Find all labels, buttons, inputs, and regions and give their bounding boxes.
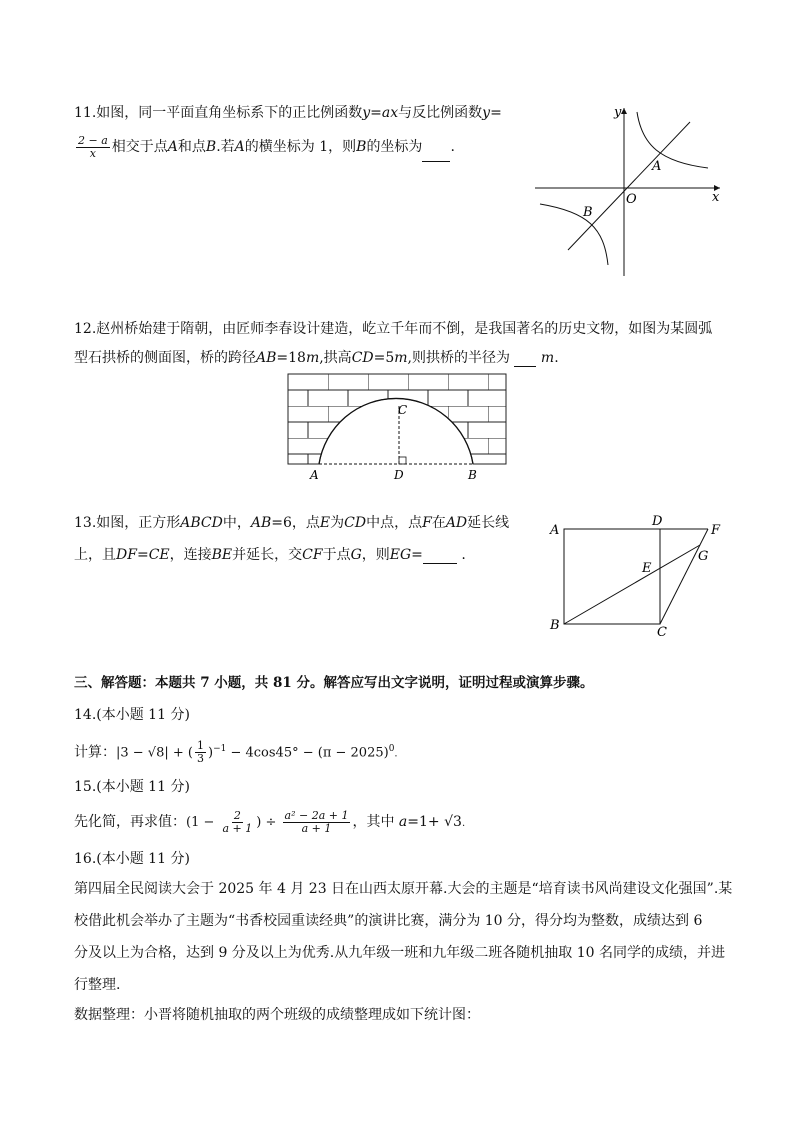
q14-frac-num: 1	[196, 739, 204, 753]
q11-text: 如图，同一平面直角坐标系下的正比例函数	[96, 105, 363, 121]
segment-cf	[660, 529, 708, 624]
q11-frac-num: 2 − a	[78, 133, 108, 147]
q15-header: 15.(本小题 11 分)	[74, 779, 190, 795]
q15-expr: ) ÷	[256, 815, 281, 830]
q13-text: 于点	[322, 547, 351, 563]
q11-frac-den: x	[89, 146, 96, 160]
q13-text: 中点，点	[366, 515, 423, 531]
q12-text: =5	[373, 350, 395, 366]
q13-line2	[74, 546, 466, 564]
point-d-label: D	[394, 468, 404, 482]
q13-segment: EG	[389, 547, 412, 563]
point-b-label: B	[468, 468, 477, 482]
q13-text: 并延长，交	[232, 547, 303, 563]
q15-frac-num: a² − 2a + 1	[284, 808, 349, 822]
q13-text: 13.如图，正方形	[74, 515, 181, 531]
q13-text: 中，	[222, 515, 251, 531]
q11-coordinate-figure	[530, 100, 730, 280]
q12-answer-blank	[514, 352, 536, 367]
y-axis-label: y	[614, 105, 622, 120]
q11-number: 11.	[74, 105, 97, 121]
q14-fraction	[195, 740, 206, 765]
q14-expr: |3 − √8| + (	[116, 745, 193, 761]
right-angle-mark	[399, 457, 406, 464]
q16-data-organization: 数据整理：小晋将随机抽取的两个班级的成绩整理成如下统计图：	[74, 1007, 480, 1023]
q12-line1: 12.赵州桥始建于隋朝，由匠师李春设计建造，屹立千年而不倒，是我国著名的历史文物，如图为某圆弧	[74, 321, 713, 337]
q13-segment: AD	[445, 515, 468, 531]
q11-text: 的坐标为	[366, 139, 423, 155]
q14-label: 计算：	[74, 744, 116, 761]
q13-point: F	[422, 515, 432, 531]
q15-variable: a	[398, 814, 408, 830]
q16-paragraph-line: 第四届全民阅读大会于 2025 年 4 月 23 日在山西太原开幕.大会的主题是“培育读书风尚建设文化强国”.某	[74, 881, 733, 897]
point-b-label: B	[550, 618, 560, 633]
q12-text: ,则拱桥的半径为	[407, 350, 510, 366]
q12-bridge-figure	[280, 372, 516, 484]
section3-text: 分。解答应写出文字说明，证明过程或演算步骤。	[291, 675, 594, 691]
brick-wall	[288, 374, 506, 464]
q12-unit: m	[540, 350, 555, 366]
q12-line2	[74, 349, 559, 367]
q13-point: G	[350, 547, 362, 563]
q12-unit: m	[305, 350, 320, 366]
q12-text: ,拱高	[319, 350, 352, 366]
q15-frac-den: a + 1	[222, 821, 253, 835]
origin-label: O	[626, 192, 637, 207]
q15-expression	[74, 806, 465, 840]
q14-exponent: −1	[213, 744, 227, 754]
q16-paragraph-line: 分及以上为合格，达到 9 分及以上为优秀.从九年级一班和九年级二班各随机抽取 10 名同学的成绩，并进	[74, 945, 725, 961]
q13-text: =6，点	[271, 515, 320, 531]
q13-segment: AB	[250, 515, 272, 531]
q14-expression	[74, 734, 398, 770]
q12-segment-ab: AB	[256, 350, 277, 366]
q11-func2: y=	[482, 105, 502, 121]
q11-fraction	[76, 135, 110, 160]
q11-point-a: A	[234, 139, 245, 155]
q11-text: 和点	[177, 139, 206, 155]
q11-line1	[74, 104, 502, 122]
q11-answer-blank	[422, 147, 450, 162]
q12-unit: m	[394, 350, 408, 366]
point-d-label: D	[652, 514, 663, 529]
q11-text: 相交于点	[111, 139, 168, 155]
q15-end: .	[461, 818, 466, 829]
point-e-label: E	[642, 561, 652, 576]
q13-square: ABCD	[180, 515, 223, 531]
q16-header: 16.(本小题 11 分)	[74, 851, 190, 867]
q12-segment-cd: CD	[351, 350, 374, 366]
q13-point: E	[319, 515, 331, 531]
section3-text: 小题，共	[209, 675, 274, 691]
q13-text: =	[136, 547, 149, 563]
q14-end: .	[394, 748, 398, 760]
q13-segment: BE	[211, 547, 233, 563]
q15-frac-num: 2	[233, 808, 241, 822]
q11-text: 的横坐标为 1，则	[244, 139, 357, 155]
q13-segment: CE	[148, 547, 170, 563]
q13-square-figure	[540, 510, 730, 636]
q13-text: =	[411, 547, 423, 563]
q11-func1: y=ax	[362, 105, 399, 121]
linear-function-line	[568, 122, 690, 250]
q14-frac-den: 3	[196, 752, 204, 766]
section3-text: 三、解答题：本题共	[74, 675, 201, 691]
q15-frac-den: a + 1	[301, 821, 332, 835]
point-b-label: B	[583, 205, 593, 220]
hyperbola-branch-lower	[540, 204, 608, 265]
point-g-label: G	[698, 549, 709, 564]
point-a-label: A	[652, 159, 662, 174]
q13-line1	[74, 514, 509, 532]
q14-header: 14.(本小题 11 分)	[74, 707, 190, 723]
q11-point-b: B	[205, 139, 217, 155]
q15-label: 先化简，再求值：	[74, 814, 186, 830]
q13-text: 为	[330, 515, 345, 531]
q13-segment: DF	[116, 547, 137, 563]
q15-expr: (1 −	[186, 815, 219, 830]
q15-fraction-2	[283, 810, 351, 835]
q14-expr: )	[207, 745, 214, 761]
q13-segment: CF	[302, 547, 323, 563]
q13-segment: CD	[344, 515, 367, 531]
q16-paragraph-line: 行整理.	[74, 977, 121, 993]
q11-text: .若	[216, 139, 235, 155]
q12-text: =18	[276, 350, 306, 366]
q11-line2	[74, 132, 455, 162]
q15-fraction-1	[221, 810, 255, 835]
q14-expr: − 4cos45° − (π − 2025)	[226, 745, 389, 761]
q14-exponent: 0	[388, 744, 395, 754]
q15-value: =1+ √3	[407, 814, 462, 830]
q13-text: 在	[431, 515, 446, 531]
q13-text: 延长线	[467, 515, 510, 531]
q11-point-a: A	[167, 139, 178, 155]
x-axis-label: x	[712, 190, 720, 205]
q15-text: ，其中	[352, 814, 399, 830]
q12-text: .	[554, 350, 559, 366]
point-a-label: A	[550, 523, 560, 538]
q12-text: 型石拱桥的侧面图，桥的跨径	[74, 350, 256, 366]
q13-text: ，则	[361, 547, 390, 563]
q16-paragraph-line: 校借此机会举办了主题为“书香校园重读经典”的演讲比赛，满分为 10 分，得分均为整数，成绩达到 6	[74, 913, 703, 929]
section3-score: 81	[273, 675, 292, 691]
q11-text: 与反比例函数	[398, 105, 483, 121]
section3-heading	[74, 674, 594, 692]
q11-text: .	[450, 139, 455, 155]
q13-text: ，连接	[169, 547, 212, 563]
q11-point-b: B	[356, 139, 367, 155]
point-a-label: A	[310, 468, 319, 482]
q13-answer-blank	[423, 549, 457, 564]
point-c-label: C	[657, 625, 667, 636]
point-f-label: F	[711, 523, 721, 538]
section3-count: 7	[200, 675, 210, 691]
q13-text: 上，且	[74, 547, 116, 563]
point-c-label: C	[398, 403, 408, 417]
q13-text: .	[461, 547, 466, 563]
